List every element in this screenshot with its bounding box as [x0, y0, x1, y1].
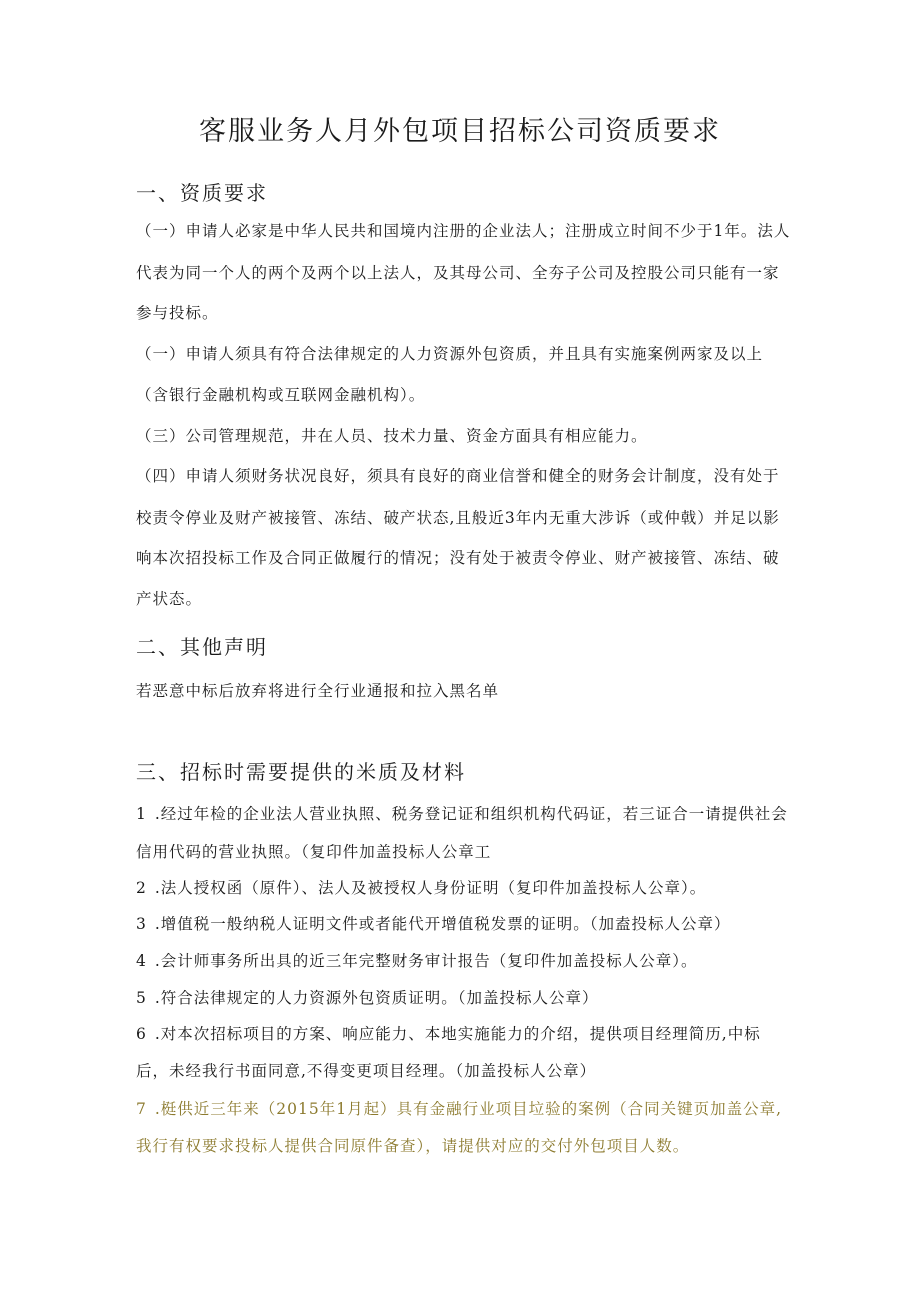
list-item-text: .法人授权函（原件）、法人及被授权人身份证明（复印件加盖投标人公章）。 — [154, 879, 707, 897]
list-item-text: .会计师事务所出具的近三年完整财务审计报告（复印件加盖投标人公章）。 — [154, 952, 698, 970]
list-number: 4 — [136, 952, 147, 970]
qualification-2-line-2: （含银行金融机构或互联网金融机构）。 — [136, 386, 426, 404]
document-title: 客服业务人月外包项目招标公司资质要求 — [199, 116, 721, 147]
material-4-line-1 — [136, 949, 816, 973]
material-1-line-1 — [136, 802, 816, 826]
material-6-line-1 — [136, 1022, 816, 1046]
qualification-4-line-3: 响本次招投标工作及合同正做履行的情况；没有处于被责令停业、财产被接管、冻结、破 — [136, 549, 780, 567]
list-number: 7 — [136, 1100, 147, 1118]
list-number: 5 — [136, 989, 147, 1007]
list-item-text: .经过年检的企业法人营业执照、税务登记证和组织机构代码证，若三证合一请提供社会 — [154, 805, 788, 823]
list-number: 2 — [136, 879, 147, 897]
section-heading-other-statements: 二、其他声明 — [136, 635, 268, 659]
material-2-line-1 — [136, 876, 816, 900]
section-heading-qualifications: 一、资质要求 — [136, 181, 268, 205]
list-item-text: .对本次招标项目的方案、响应能力、本地实施能力的介绍，提供项目经理简历,中标 — [154, 1025, 761, 1043]
material-6-line-2: 后，未经我行书面同意,不得变更项目经理。（加盖投标人公章） — [136, 1062, 597, 1080]
material-5-line-1 — [136, 986, 816, 1010]
section-heading-required-materials: 三、招标时需要提供的米质及材料 — [136, 760, 466, 784]
qualification-1-line-3: 参与投标。 — [136, 304, 219, 322]
qualification-4-line-1: （四）申请人须财务状况良好，须具有良好的商业信誉和健全的财务会计制度，没有处于 — [136, 467, 780, 485]
list-number: 1 — [136, 805, 147, 823]
qualification-1-line-1: （一）申请人必家是中华人民共和国境内注册的企业法人；注册成立时间不少于1年。法人 — [136, 222, 791, 240]
material-3-line-1 — [136, 912, 816, 936]
qualification-3-line-1: （三）公司管理规范，井在人员、技术力量、资金方面具有相应能力。 — [136, 427, 648, 445]
material-7-line-2: 我行有权要求投标人提供合同原件备查），请提供对应的交付外包项目人数。 — [136, 1137, 690, 1155]
qualification-4-line-2: 校责令停业及财产被接管、冻结、破产状态,且般近3年内无重大涉诉（或仲戟）并足以影 — [136, 509, 780, 527]
list-item-text: .梃供近三年来（2015年1月起）具有金融行业项目垃验的案例（合同关键页加盖公章, — [154, 1100, 783, 1118]
qualification-2-line-1: （一）申请人须具有符合法律规定的人力资源外包资质，并且具有实施案例两家及以上 — [136, 345, 764, 363]
material-1-line-2: 信用代码的营业执照。（复印件加盖投标人公章工 — [136, 843, 492, 861]
qualification-1-line-2: 代表为同一个人的两个及两个以上法人，及其母公司、全夯子公司及控股公司只能有一家 — [136, 264, 780, 282]
list-number: 3 — [136, 915, 147, 933]
material-7-line-1 — [136, 1097, 816, 1121]
qualification-4-line-4: 产状态。 — [136, 590, 203, 608]
list-item-text: .增值税一般纳税人证明文件或者能代开增值税发票的证明。（加盍投标人公章） — [154, 915, 731, 933]
list-item-text: .符合法律规定的人力资源外包资质证明。（加盖投标人公章） — [154, 989, 599, 1007]
statement-text: 若恶意中标后放弃将进行全行业通报和拉入黑名单 — [136, 682, 500, 700]
list-number: 6 — [136, 1025, 147, 1043]
